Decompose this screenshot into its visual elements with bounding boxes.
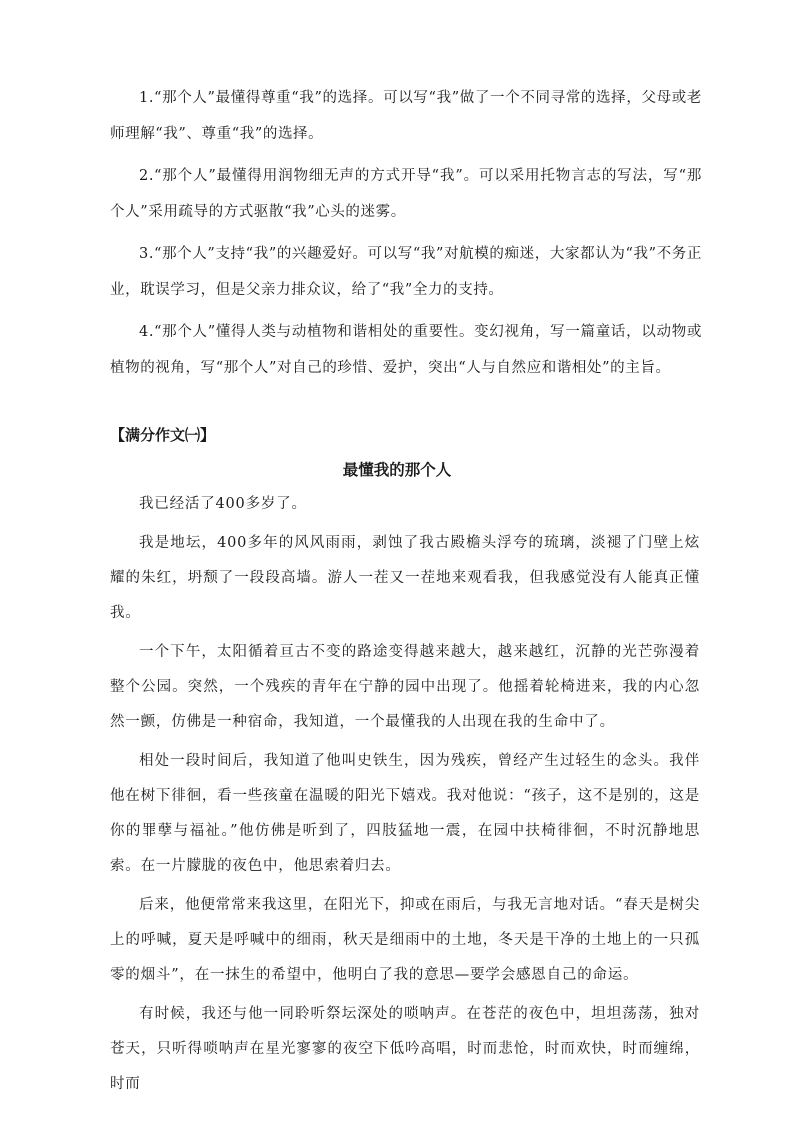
- essay-title: 最懂我的那个人: [342, 461, 452, 479]
- tip-paragraph-2: 2.“那个人”最懂得用润物细无声的方式开导“我”。可以采用托物言志的写法，写“那个人”采用疏导的方式驱散“我”心头的迷雾。: [110, 168, 702, 220]
- tip-paragraph-4: 4.“那个人”懂得人类与动植物和谐相处的重要性。变幻视角，写一篇童话，以动物或植物的视角，写“那个人”对自己的珍惜、爱护，突出“人与自然应和谐相处”的主旨。: [110, 324, 702, 376]
- writing-tips: [110, 80, 702, 392]
- essay-body: [110, 487, 700, 1106]
- essay-paragraph-6: 有时候，我还与他一同聆听祭坛深处的唢呐声。在苍茫的夜色中，坦坦荡荡，独对苍天，只听得唢呐声在星光寥寥的夜空下低吟高唱，时而悲怆，时而欢快，时而缠绵，时而: [110, 1006, 700, 1092]
- tip-paragraph-1: 1.“那个人”最懂得尊重“我”的选择。可以写“我”做了一个不同寻常的选择，父母或老师理解“我”、尊重“我”的选择。: [110, 90, 702, 142]
- essay-paragraph-1: 我已经活了400多岁了。: [139, 496, 307, 512]
- section-label: 【满分作文㈠】: [110, 426, 216, 444]
- tip-paragraph-3: 3.“那个人”支持“我”的兴趣爱好。可以写“我”对航模的痴迷，大家都认为“我”不务正业，耽误学习，但是父亲力排众议，给了“我”全力的支持。: [110, 246, 702, 298]
- essay-paragraph-3: 一个下午，太阳循着亘古不变的路途变得越来越大，越来越红，沉静的光芒弥漫着整个公园。突然，一个残疾的青年在宁静的园中出现了。他摇着轮椅进来，我的内心忽然一颤，仿佛是一种宿命，我知道，一个最懂我的人出现在我的生命中了。: [110, 644, 700, 730]
- essay-paragraph-4: 相处一段时间后，我知道了他叫史铁生，因为残疾，曾经产生过轻生的念头。我伴他在树下徘徊，看一些孩童在温暖的阳光下嬉戏。我对他说：“孩子，这不是别的，这是你的罪孽与福祉。”他仿佛是听到了，四肢猛地一震，在园中扶椅徘徊，不时沉静地思索。在一片朦胧的夜色中，他思索着归去。: [110, 753, 700, 874]
- essay-paragraph-5: 后来，他便常常来我这里，在阳光下，抑或在雨后，与我无言地对话。“春天是树尖上的呼喊，夏天是呼喊中的细雨，秋天是细雨中的土地，冬天是干净的土地上的一只孤零的烟斗”，在一抹生的希望中，他明白了我的意思—要学会感恩自己的命运。: [110, 897, 700, 983]
- essay-paragraph-2: 我是地坛，400多年的风风雨雨，剥蚀了我古殿檐头浮夸的琉璃，淡褪了门壁上炫耀的朱红，坍颓了一段段高墙。游人一茬又一茬地来观看我，但我感觉没有人能真正懂我。: [110, 535, 700, 621]
